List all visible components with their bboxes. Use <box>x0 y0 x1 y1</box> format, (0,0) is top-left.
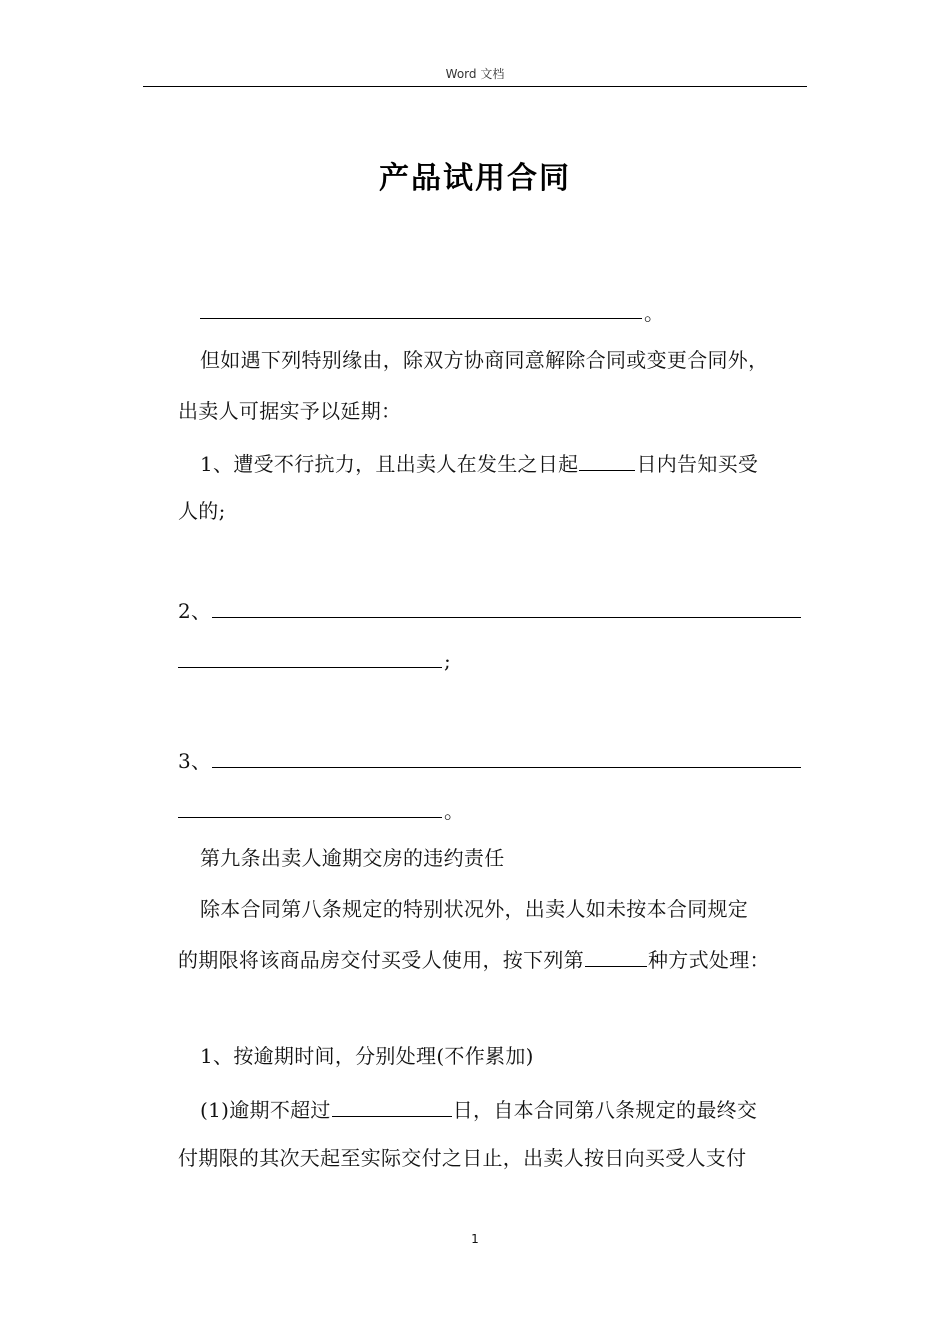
item-1-text-a: 1、遭受不行抗力，且出卖人在发生之日起 <box>200 452 579 476</box>
item-3-blank-1 <box>212 767 801 768</box>
paragraph-1-line-1: 但如遇下列特别缘由，除双方协商同意解除合同或变更合同外， <box>200 348 769 372</box>
item-2-label: 2、 <box>178 599 212 623</box>
item-2-blank-1 <box>212 617 801 618</box>
blank-line-1 <box>200 318 642 319</box>
page-header: Word 文档 <box>445 67 505 81</box>
page-number: 1 <box>471 1232 479 1246</box>
item-1-line-1 <box>200 448 758 477</box>
article-9-heading: 第九条出卖人逾期交房的违约责任 <box>200 846 505 870</box>
document-title: 产品试用合同 <box>379 161 571 196</box>
paragraph-2-text-b: 种方式处理： <box>648 948 770 972</box>
fill-blank-method <box>585 944 647 967</box>
item-1-line-2: 人的; <box>178 499 226 523</box>
item-3-end: 。 <box>444 799 465 823</box>
fill-blank-days <box>579 448 635 471</box>
section-1-line: 1、按逾期时间，分别处理(不作累加) <box>200 1044 534 1068</box>
section-2-line-2: 付期限的其次天起至实际交付之日止，出卖人按日向买受人支付 <box>178 1146 747 1170</box>
section-2-text-b: 日，自本合同第八条规定的最终交 <box>452 1098 758 1122</box>
item-2-blank-2 <box>178 667 442 668</box>
paragraph-2-line-1: 除本合同第八条规定的特别状况外，出卖人如未按本合同规定 <box>200 897 749 921</box>
item-2-end: ; <box>444 649 452 673</box>
item-3-label: 3、 <box>178 749 212 773</box>
item-3-blank-2 <box>178 817 442 818</box>
paragraph-2-line-2 <box>178 944 770 973</box>
item-1-text-b: 日内告知买受 <box>636 452 759 476</box>
fill-blank-overdue-days <box>332 1094 452 1117</box>
section-2-line-1 <box>200 1094 757 1123</box>
blank-line-1-end: 。 <box>644 301 665 325</box>
paragraph-1-line-2: 出卖人可据实予以延期： <box>178 399 402 423</box>
paragraph-2-text-a: 的期限将该商品房交付买受人使用，按下列第 <box>178 948 584 972</box>
header-rule <box>143 86 807 87</box>
section-2-text-a: (1)逾期不超过 <box>200 1098 331 1122</box>
